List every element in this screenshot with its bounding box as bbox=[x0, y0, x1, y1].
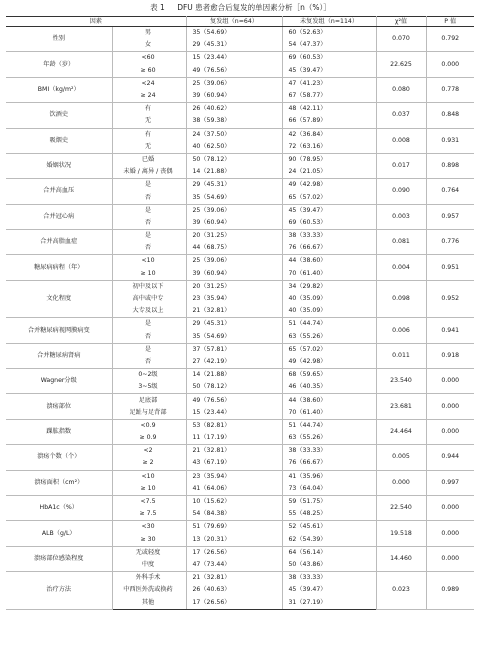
nonrecurrence-value: 62（54.39） bbox=[282, 534, 376, 547]
category-label: ≥ 30 bbox=[112, 534, 186, 547]
recurrence-value: 53（82.81） bbox=[186, 419, 282, 432]
chi-square-value: 19.518 bbox=[376, 521, 426, 546]
p-value: 0.848 bbox=[426, 103, 474, 128]
table-label: 表 1 bbox=[150, 3, 165, 12]
recurrence-value: 21（32.81） bbox=[186, 305, 282, 318]
chi-square-value: 0.023 bbox=[376, 572, 426, 610]
category-label: 是 bbox=[144, 206, 152, 214]
recurrence-value: 51（79.69） bbox=[186, 521, 282, 534]
p-value: 0.931 bbox=[426, 128, 474, 153]
factor-name: 合并冠心病 bbox=[6, 204, 112, 229]
recurrence-value: 14（21.88） bbox=[186, 166, 282, 179]
chi-square-value: 0.005 bbox=[376, 445, 426, 470]
chi-square-value: 0.004 bbox=[376, 255, 426, 280]
table-row bbox=[6, 77, 474, 90]
header-recurrence-group: 复发组（n=64） bbox=[186, 17, 282, 27]
table-row bbox=[6, 369, 474, 382]
univariate-analysis-table bbox=[6, 16, 474, 610]
factor-name: 合并糖尿病肾病 bbox=[6, 343, 112, 368]
factor-name: BMI（kg/m²） bbox=[6, 77, 112, 102]
recurrence-value: 20（31.25） bbox=[186, 230, 282, 243]
chi-square-value: 0.070 bbox=[376, 27, 426, 52]
recurrence-value: 40（62.50） bbox=[186, 141, 282, 154]
table-body bbox=[6, 27, 474, 610]
nonrecurrence-value: 51（44.74） bbox=[282, 419, 376, 432]
factor-name: 性别 bbox=[6, 27, 112, 52]
factor-name: 年龄（岁） bbox=[6, 52, 112, 77]
recurrence-value: 39（60.94） bbox=[186, 217, 282, 230]
table-row bbox=[6, 445, 474, 458]
recurrence-value: 39（60.94） bbox=[186, 268, 282, 281]
factor-name: 婚姻状况 bbox=[6, 153, 112, 178]
p-value: 0.764 bbox=[426, 179, 474, 204]
category-label: <2 bbox=[143, 447, 153, 455]
recurrence-value: 11（17.19） bbox=[186, 432, 282, 445]
nonrecurrence-value: 48（42.11） bbox=[282, 103, 376, 116]
header-nonrecurrence-group: 未复发组（n=114） bbox=[282, 17, 376, 27]
nonrecurrence-value: 90（78.95） bbox=[282, 153, 376, 166]
recurrence-value: 49（76.56） bbox=[186, 394, 282, 407]
recurrence-value: 23（35.94） bbox=[186, 470, 282, 483]
p-value: 0.000 bbox=[426, 52, 474, 77]
factor-name: 合并高血压 bbox=[6, 179, 112, 204]
recurrence-value: 27（42.19） bbox=[186, 356, 282, 369]
nonrecurrence-value: 64（56.14） bbox=[282, 546, 376, 559]
table-caption bbox=[0, 2, 481, 14]
chi-square-value: 22.625 bbox=[376, 52, 426, 77]
category-label: 未婚 / 离异 / 丧偶 bbox=[112, 166, 186, 179]
factor-name: 溃疡部位 bbox=[6, 394, 112, 419]
table-row bbox=[6, 179, 474, 192]
category-label: 是 bbox=[144, 232, 152, 240]
category-label: 否 bbox=[112, 242, 186, 255]
category-label: 中度 bbox=[112, 559, 186, 572]
p-value: 0.778 bbox=[426, 77, 474, 102]
factor-name: 溃疡个数（个） bbox=[6, 445, 112, 470]
chi-square-value: 23.681 bbox=[376, 394, 426, 419]
recurrence-value: 29（45.31） bbox=[186, 39, 282, 52]
p-value: 0.952 bbox=[426, 280, 474, 318]
recurrence-value: 15（23.44） bbox=[186, 52, 282, 65]
recurrence-value: 29（45.31） bbox=[186, 318, 282, 331]
p-value: 0.951 bbox=[426, 255, 474, 280]
category-label: 是 bbox=[144, 320, 152, 328]
factor-name: Wagner分级 bbox=[6, 369, 112, 394]
chi-square-value: 14.460 bbox=[376, 546, 426, 571]
nonrecurrence-value: 50（43.86） bbox=[282, 559, 376, 572]
recurrence-value: 49（76.56） bbox=[186, 65, 282, 78]
chi-square-value: 0.006 bbox=[376, 318, 426, 343]
table-row bbox=[6, 230, 474, 243]
p-value: 0.000 bbox=[426, 419, 474, 444]
nonrecurrence-value: 73（64.04） bbox=[282, 483, 376, 496]
nonrecurrence-value: 45（39.47） bbox=[282, 584, 376, 596]
category-label: 无 bbox=[112, 115, 186, 128]
nonrecurrence-value: 63（55.26） bbox=[282, 331, 376, 344]
recurrence-value: 17（26.56） bbox=[186, 596, 282, 609]
table-row bbox=[6, 419, 474, 432]
category-label: 是 bbox=[144, 345, 152, 353]
category-label: 无或轻度 bbox=[135, 548, 161, 556]
category-label: 3~5级 bbox=[112, 381, 186, 394]
p-value: 0.957 bbox=[426, 204, 474, 229]
table-row bbox=[6, 128, 474, 141]
table-header-row bbox=[6, 17, 474, 27]
nonrecurrence-value: 31（27.19） bbox=[282, 596, 376, 609]
category-label: 外科手术 bbox=[135, 574, 161, 582]
nonrecurrence-value: 34（29.82） bbox=[282, 280, 376, 293]
factor-name: 合并高脂血症 bbox=[6, 230, 112, 255]
p-value: 0.000 bbox=[426, 369, 474, 394]
nonrecurrence-value: 65（57.02） bbox=[282, 191, 376, 204]
category-label: 女 bbox=[112, 39, 186, 52]
category-label: 是 bbox=[144, 181, 152, 189]
recurrence-value: 23（35.94） bbox=[186, 293, 282, 305]
nonrecurrence-value: 38（33.33） bbox=[282, 572, 376, 585]
category-label: ≥ 0.9 bbox=[112, 432, 186, 445]
factor-name: 溃疡部位感染程度 bbox=[6, 546, 112, 571]
recurrence-value: 17（26.56） bbox=[186, 546, 282, 559]
nonrecurrence-value: 67（58.77） bbox=[282, 90, 376, 103]
factor-name: ALB（g/L） bbox=[6, 521, 112, 546]
factor-name: 治疗方法 bbox=[6, 572, 112, 610]
nonrecurrence-value: 46（40.35） bbox=[282, 381, 376, 394]
category-label: ≥ 60 bbox=[112, 65, 186, 78]
recurrence-value: 14（21.88） bbox=[186, 369, 282, 382]
recurrence-value: 35（54.69） bbox=[186, 331, 282, 344]
category-label: 足底部 bbox=[138, 396, 158, 404]
category-label: <24 bbox=[141, 79, 155, 87]
category-label: 高中或中专 bbox=[132, 295, 164, 303]
nonrecurrence-value: 69（60.53） bbox=[282, 52, 376, 65]
chi-square-value: 0.017 bbox=[376, 153, 426, 178]
category-label: 有 bbox=[144, 105, 152, 113]
recurrence-value: 37（57.81） bbox=[186, 343, 282, 356]
p-value: 0.792 bbox=[426, 27, 474, 52]
category-label: ≥ 7.5 bbox=[112, 508, 186, 521]
nonrecurrence-value: 38（33.33） bbox=[282, 230, 376, 243]
factor-name: 合并糖尿病视网膜病变 bbox=[6, 318, 112, 343]
category-label: <7.5 bbox=[140, 498, 156, 506]
nonrecurrence-value: 40（35.09） bbox=[282, 305, 376, 318]
recurrence-value: 41（64.06） bbox=[186, 483, 282, 496]
chi-square-value: 22.540 bbox=[376, 495, 426, 520]
category-label: <30 bbox=[141, 523, 155, 531]
header-chi-square: χ²值 bbox=[376, 17, 426, 27]
factor-name: 吸烟史 bbox=[6, 128, 112, 153]
p-value: 0.000 bbox=[426, 546, 474, 571]
recurrence-value: 24（37.50） bbox=[186, 128, 282, 141]
nonrecurrence-value: 24（21.05） bbox=[282, 166, 376, 179]
category-label: ≥ 10 bbox=[112, 268, 186, 281]
recurrence-value: 13（20.31） bbox=[186, 534, 282, 547]
recurrence-value: 39（60.94） bbox=[186, 90, 282, 103]
table-row bbox=[6, 52, 474, 65]
nonrecurrence-value: 44（38.60） bbox=[282, 394, 376, 407]
recurrence-value: 25（39.06） bbox=[186, 204, 282, 217]
nonrecurrence-value: 52（45.61） bbox=[282, 521, 376, 534]
recurrence-value: 25（39.06） bbox=[186, 77, 282, 90]
p-value: 0.000 bbox=[426, 394, 474, 419]
table-row bbox=[6, 204, 474, 217]
recurrence-value: 50（78.12） bbox=[186, 153, 282, 166]
header-factor: 因素 bbox=[6, 17, 186, 27]
nonrecurrence-value: 55（48.25） bbox=[282, 508, 376, 521]
category-label: 中西医外洗或换药 bbox=[123, 586, 173, 594]
nonrecurrence-value: 69（60.53） bbox=[282, 217, 376, 230]
category-label: 大专及以上 bbox=[112, 305, 186, 318]
category-label: 否 bbox=[112, 191, 186, 204]
table-row bbox=[6, 343, 474, 356]
category-label: 否 bbox=[112, 217, 186, 230]
nonrecurrence-value: 49（42.98） bbox=[282, 179, 376, 192]
p-value: 0.898 bbox=[426, 153, 474, 178]
recurrence-value: 26（40.62） bbox=[186, 103, 282, 116]
nonrecurrence-value: 38（33.33） bbox=[282, 445, 376, 458]
recurrence-value: 29（45.31） bbox=[186, 179, 282, 192]
nonrecurrence-value: 45（39.47） bbox=[282, 65, 376, 78]
table-row bbox=[6, 27, 474, 40]
p-value: 0.944 bbox=[426, 445, 474, 470]
category-label: <60 bbox=[141, 54, 155, 62]
table-row bbox=[6, 103, 474, 116]
table-row bbox=[6, 521, 474, 534]
nonrecurrence-value: 70（61.40） bbox=[282, 407, 376, 420]
category-label: 有 bbox=[144, 130, 152, 138]
nonrecurrence-value: 44（38.60） bbox=[282, 255, 376, 268]
category-label: ≥ 24 bbox=[112, 90, 186, 103]
recurrence-value: 20（31.25） bbox=[186, 280, 282, 293]
category-label: 男 bbox=[144, 29, 152, 37]
nonrecurrence-value: 70（61.40） bbox=[282, 268, 376, 281]
nonrecurrence-value: 54（47.37） bbox=[282, 39, 376, 52]
category-label: 0~2级 bbox=[138, 371, 158, 379]
nonrecurrence-value: 42（36.84） bbox=[282, 128, 376, 141]
category-label: 否 bbox=[112, 331, 186, 344]
category-label: <10 bbox=[141, 472, 155, 480]
category-label: 足趾与足背部 bbox=[112, 407, 186, 420]
table-row bbox=[6, 255, 474, 268]
recurrence-value: 26（40.63） bbox=[186, 584, 282, 596]
factor-name: HbA1c（%） bbox=[6, 495, 112, 520]
recurrence-value: 21（32.81） bbox=[186, 445, 282, 458]
nonrecurrence-value: 49（42.98） bbox=[282, 356, 376, 369]
nonrecurrence-value: 76（66.67） bbox=[282, 242, 376, 255]
chi-square-value: 23.540 bbox=[376, 369, 426, 394]
category-label: 已婚 bbox=[141, 155, 155, 163]
factor-name: 糖尿病病程（年） bbox=[6, 255, 112, 280]
table-row bbox=[6, 318, 474, 331]
nonrecurrence-value: 66（57.89） bbox=[282, 115, 376, 128]
factor-name: 溃疡面积（cm²） bbox=[6, 470, 112, 495]
chi-square-value: 0.003 bbox=[376, 204, 426, 229]
recurrence-value: 15（23.44） bbox=[186, 407, 282, 420]
table-row bbox=[6, 280, 474, 293]
category-label: ≥ 2 bbox=[112, 457, 186, 470]
p-value: 0.989 bbox=[426, 572, 474, 610]
chi-square-value: 0.011 bbox=[376, 343, 426, 368]
recurrence-value: 44（68.75） bbox=[186, 242, 282, 255]
table-row bbox=[6, 394, 474, 407]
category-label: 无 bbox=[112, 141, 186, 154]
chi-square-value: 0.037 bbox=[376, 103, 426, 128]
nonrecurrence-value: 51（44.74） bbox=[282, 318, 376, 331]
p-value: 0.000 bbox=[426, 521, 474, 546]
nonrecurrence-value: 59（51.75） bbox=[282, 495, 376, 508]
category-label: ≥ 10 bbox=[112, 483, 186, 496]
recurrence-value: 54（84.38） bbox=[186, 508, 282, 521]
table-row bbox=[6, 153, 474, 166]
factor-name: 踝肱指数 bbox=[6, 419, 112, 444]
p-value: 0.997 bbox=[426, 470, 474, 495]
p-value: 0.918 bbox=[426, 343, 474, 368]
recurrence-value: 21（32.81） bbox=[186, 572, 282, 585]
nonrecurrence-value: 47（41.23） bbox=[282, 77, 376, 90]
nonrecurrence-value: 41（35.96） bbox=[282, 470, 376, 483]
category-label: 否 bbox=[112, 356, 186, 369]
chi-square-value: 24.464 bbox=[376, 419, 426, 444]
table-row bbox=[6, 572, 474, 585]
p-value: 0.000 bbox=[426, 495, 474, 520]
nonrecurrence-value: 72（63.16） bbox=[282, 141, 376, 154]
table-row bbox=[6, 470, 474, 483]
category-label: 初中及以下 bbox=[132, 282, 164, 290]
recurrence-value: 35（54.69） bbox=[186, 27, 282, 40]
nonrecurrence-value: 45（39.47） bbox=[282, 204, 376, 217]
recurrence-value: 43（67.19） bbox=[186, 457, 282, 470]
recurrence-value: 35（54.69） bbox=[186, 191, 282, 204]
factor-name: 文化程度 bbox=[6, 280, 112, 318]
chi-square-value: 0.080 bbox=[376, 77, 426, 102]
recurrence-value: 25（39.06） bbox=[186, 255, 282, 268]
category-label: 其他 bbox=[112, 596, 186, 609]
factor-name: 饮酒史 bbox=[6, 103, 112, 128]
nonrecurrence-value: 76（66.67） bbox=[282, 457, 376, 470]
nonrecurrence-value: 68（59.65） bbox=[282, 369, 376, 382]
chi-square-value: 0.008 bbox=[376, 128, 426, 153]
nonrecurrence-value: 65（57.02） bbox=[282, 343, 376, 356]
nonrecurrence-value: 40（35.09） bbox=[282, 293, 376, 305]
chi-square-value: 0.081 bbox=[376, 230, 426, 255]
table-row bbox=[6, 495, 474, 508]
recurrence-value: 50（78.12） bbox=[186, 381, 282, 394]
category-label: <0.9 bbox=[140, 421, 156, 429]
recurrence-value: 38（59.38） bbox=[186, 115, 282, 128]
chi-square-value: 0.098 bbox=[376, 280, 426, 318]
nonrecurrence-value: 60（52.63） bbox=[282, 27, 376, 40]
category-label: <10 bbox=[141, 257, 155, 265]
recurrence-value: 10（15.62） bbox=[186, 495, 282, 508]
table-row bbox=[6, 546, 474, 559]
header-p-value: P 值 bbox=[426, 17, 474, 27]
p-value: 0.941 bbox=[426, 318, 474, 343]
p-value: 0.776 bbox=[426, 230, 474, 255]
chi-square-value: 0.090 bbox=[376, 179, 426, 204]
table-title: DFU 患者愈合后复发的单因素分析［n（%）］ bbox=[177, 3, 331, 12]
recurrence-value: 47（73.44） bbox=[186, 559, 282, 572]
nonrecurrence-value: 63（55.26） bbox=[282, 432, 376, 445]
chi-square-value: 0.000 bbox=[376, 470, 426, 495]
